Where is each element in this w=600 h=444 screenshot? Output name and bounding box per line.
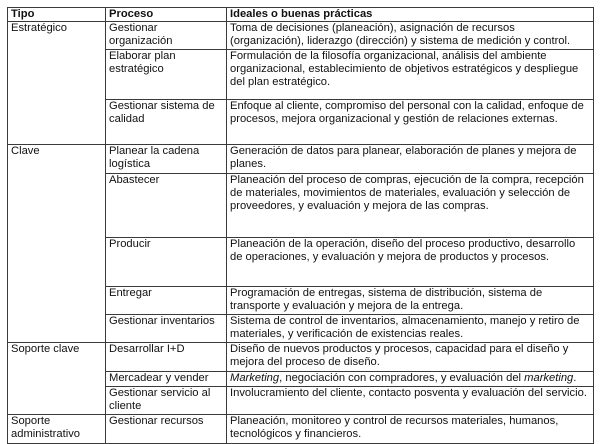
proceso-cell: Gestionar organización <box>106 22 227 50</box>
tipo-cell: Clave <box>8 145 106 343</box>
proceso-cell: Gestionar sistema de calidad <box>106 100 227 145</box>
proceso-cell: Entregar <box>106 287 227 315</box>
ideales-cell: Enfoque al cliente, compromiso del personal con la calidad, enfoque de procesos, mejora organizacional y gestión de relaciones externas. <box>227 100 594 145</box>
ideales-cell: Toma de decisiones (planeación), asignación de recursos (organización), liderazgo (dirección) y sistema de medición y control. <box>227 22 594 50</box>
proceso-cell: Gestionar inventarios <box>106 315 227 343</box>
table-row <box>8 343 594 372</box>
table-row <box>8 22 594 50</box>
header-proceso: Proceso <box>106 8 227 22</box>
proceso-cell: Elaborar plan estratégico <box>106 50 227 100</box>
header-ideales: Ideales o buenas prácticas <box>227 8 594 22</box>
proceso-cell: Desarrollar I+D <box>106 343 227 372</box>
proceso-cell: Planear la cadena logística <box>106 145 227 174</box>
ideales-cell: Planeación de la operación, diseño del proceso productivo, desarrollo de operaciones, y evaluación y mejora de productos y procesos. <box>227 238 594 287</box>
table-row <box>8 415 594 444</box>
ideales-cell: Programación de entregas, sistema de distribución, sistema de transporte y evaluación y mejora de la entrega. <box>227 287 594 315</box>
ideales-text: , negociación con compradores, y evaluación del <box>279 372 525 384</box>
ideales-italic: marketing <box>524 372 574 384</box>
tipo-cell: Soporte clave <box>8 343 106 415</box>
ideales-cell: Involucramiento del cliente, contacto posventa y evaluación del servicio. <box>227 387 594 415</box>
proceso-cell: Abastecer <box>106 174 227 238</box>
processes-table <box>7 7 594 444</box>
ideales-cell <box>227 372 594 387</box>
proceso-cell: Gestionar recursos <box>106 415 227 444</box>
tipo-cell: Soporte administrativo <box>8 415 106 444</box>
header-tipo: Tipo <box>8 8 106 22</box>
proceso-cell: Gestionar servicio al cliente <box>106 387 227 415</box>
ideales-cell: Diseño de nuevos productos y procesos, capacidad para el diseño y mejora del proceso de diseño. <box>227 343 594 372</box>
proceso-cell: Mercadear y vender <box>106 372 227 387</box>
ideales-cell: Sistema de control de inventarios, almacenamiento, manejo y retiro de materiales, y verificación de existencias reales. <box>227 315 594 343</box>
proceso-cell: Producir <box>106 238 227 287</box>
ideales-cell: Planeación del proceso de compras, ejecución de la compra, recepción de materiales, movimientos de materiales, evaluación y selección de proveedores, y evaluación y mejora de las compras. <box>227 174 594 238</box>
ideales-cell: Generación de datos para planear, elaboración de planes y mejora de planes. <box>227 145 594 174</box>
ideales-italic: Marketing <box>230 372 280 384</box>
ideales-cell: Formulación de la filosofía organizacional, análisis del ambiente organizacional, establecimiento de objetivos estratégicos y despliegue del plan estratégico. <box>227 50 594 100</box>
header-row <box>8 8 594 22</box>
ideales-text: . <box>573 372 577 384</box>
tipo-cell: Estratégico <box>8 22 106 145</box>
table-row <box>8 145 594 174</box>
ideales-cell: Planeación, monitoreo y control de recursos materiales, humanos, tecnológicos y financieros. <box>227 415 594 444</box>
